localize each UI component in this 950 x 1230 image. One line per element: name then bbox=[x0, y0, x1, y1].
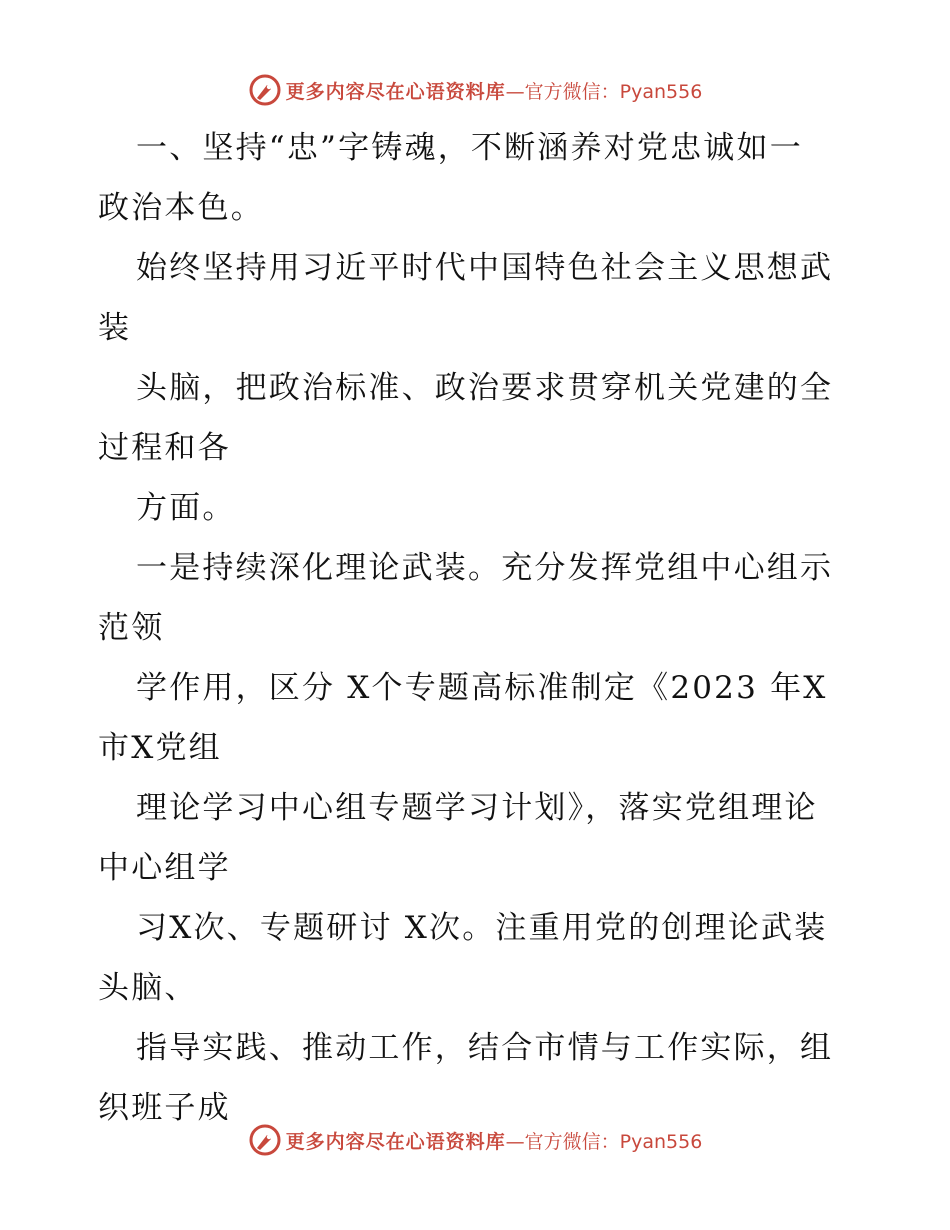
paragraph-line: 织班子成 bbox=[98, 1090, 231, 1126]
watermark-wechat-text: —官方微信：Pyan556 bbox=[505, 80, 703, 103]
pen-nib-logo-icon bbox=[248, 1123, 282, 1157]
header-watermark bbox=[0, 70, 950, 110]
paragraph-line: 指导实践、推动工作，结合市情与工作实际，组 bbox=[136, 1030, 834, 1066]
paragraph-line: 方面。 bbox=[136, 490, 236, 526]
paragraph-line: 市X党组 bbox=[98, 730, 222, 766]
paragraph-line: 头脑、 bbox=[98, 970, 198, 1006]
paragraph-line: 范领 bbox=[98, 610, 165, 646]
paragraph-line: 过程和各 bbox=[98, 430, 231, 466]
paragraph-line: 中心组学 bbox=[98, 850, 231, 886]
paragraph-line: 头脑，把政治标准、政治要求贯穿机关党建的全 bbox=[136, 370, 834, 406]
paragraph-line: 学作用，区分 X个专题高标准制定《2023 年X bbox=[136, 670, 828, 706]
watermark-wechat-text: —官方微信：Pyan556 bbox=[505, 1130, 703, 1153]
paragraph-line: 习X次、专题研讨 X次。注重用党的创理论武装 bbox=[136, 910, 828, 946]
paragraph-line: 始终坚持用习近平时代中国特色社会主义思想武 bbox=[136, 250, 834, 286]
paragraph-line: 装 bbox=[98, 310, 132, 346]
watermark-main-text: 更多内容尽在心语资料库 bbox=[285, 1130, 506, 1153]
pen-nib-logo-icon bbox=[248, 73, 282, 107]
document-body bbox=[98, 118, 858, 1138]
footer-watermark bbox=[0, 1120, 950, 1160]
paragraph-line: 一是持续深化理论武装。充分发挥党组中心组示 bbox=[136, 550, 834, 586]
paragraph-line: 理论学习中心组专题学习计划》，落实党组理论 bbox=[136, 790, 818, 826]
watermark-main-text: 更多内容尽在心语资料库 bbox=[285, 80, 506, 103]
section-heading-line: 政治本色。 bbox=[98, 190, 264, 226]
section-heading-line: 一、坚持“忠”字铸魂，不断涵养对党忠诚如一 bbox=[136, 130, 803, 166]
